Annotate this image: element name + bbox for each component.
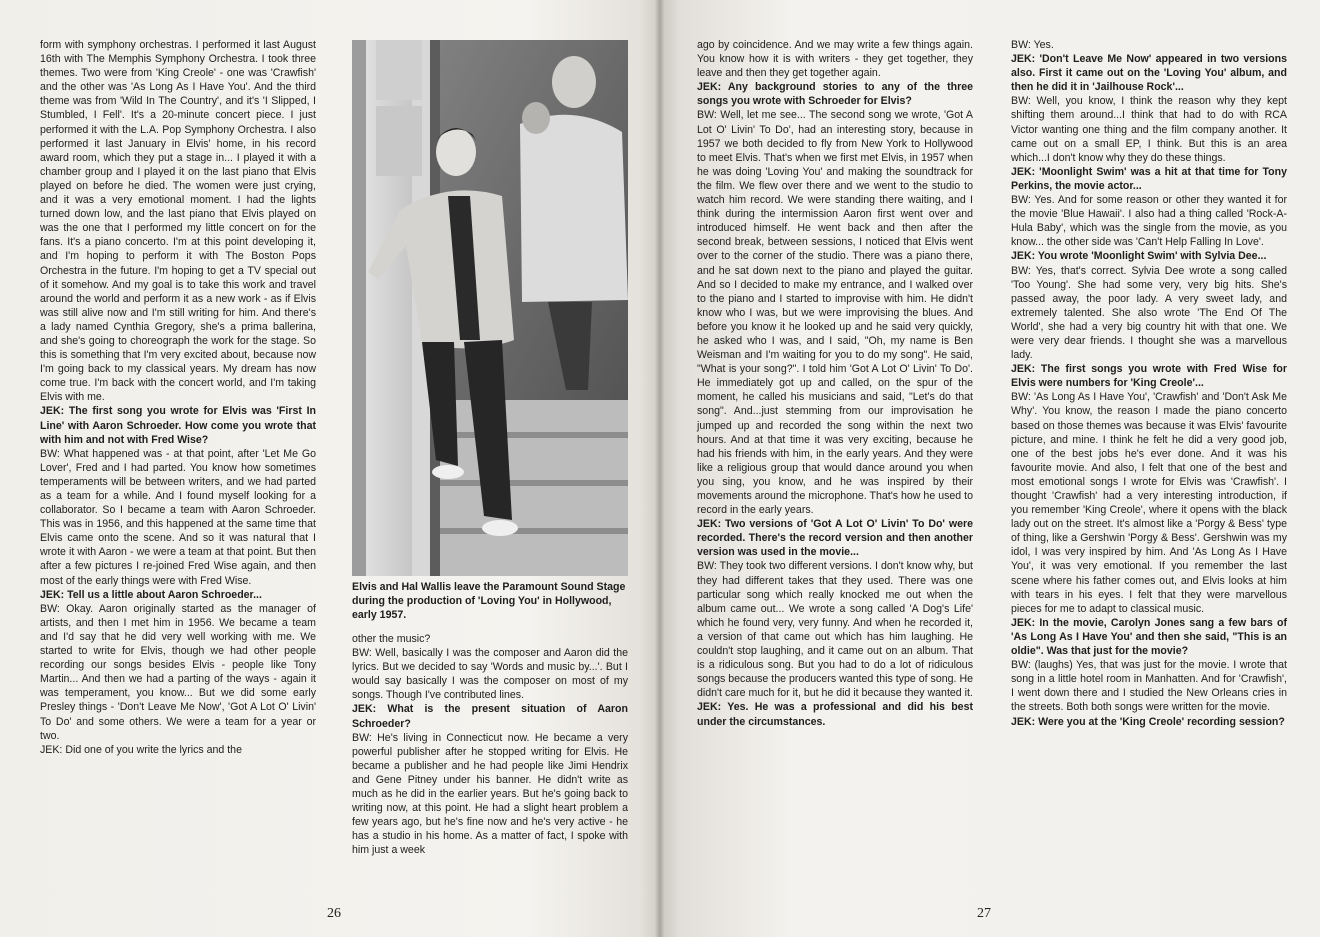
right-column-2: [1011, 38, 1287, 729]
paragraph: BW: 'As Long As I Have You', 'Crawfish' and 'Don't Ask Me Why'. You know, the reason I made the piano concerto based on those themes was because it was Elvis' favourite picture, and mine. I think he felt he did a very good job, one of the best jobs he's ever done. And it was his favourite movie. And also, I felt that one of the best and most emotional songs I wrote for Elvis was 'Crawfish'. I thought 'Crawfish' had a very interesting introduction, if you remember 'King Creole', where it opens with the black lady out on the street. It's almost like a 'Porgy & Bess' type of thing, like a Gershwin 'Porgy & Bess'. Gershwin was my idol, I was very inspired by him. And 'As Long As I Have You', it was very emotional. If you remember the last scene where his father comes out, and Elvis looks at him with tears in his eyes. I felt that they were marvellous pieces for me to adapt to classical music.: [1011, 391, 1287, 615]
question-paragraph: JEK: Yes. He was a professional and did his best under the circumstances.: [697, 701, 973, 728]
right-column-1: [697, 38, 973, 729]
paragraph: BW: He's living in Connecticut now. He became a very powerful publisher after he stopped writing for Elvis. He became a publisher and he had people like Jimi Hendrix and Gene Pitney under his banner. He didn't write as much as he did in the earlier years. But he's going back to writing now, at this point. He had a slight heart problem a few years ago, but he's fine now and he's very active - he has a studio in his home. As a matter of fact, I spoke with him just a week: [352, 731, 628, 857]
question-paragraph: JEK: You wrote 'Moonlight Swim' with Sylvia Dee...: [1011, 250, 1267, 263]
elvis-photo: [352, 40, 628, 576]
page-number-left: 26: [327, 906, 341, 921]
paragraph: BW: Well, you know, I think the reason why they kept shifting them around...I think that had to do with RCA Victor wanting one thing and the film company another. It came out on a small EP, I think. But this is an area which...I don't know why they do these things.: [1011, 95, 1287, 164]
question-paragraph: JEK: The first songs you wrote with Fred Wise for Elvis were numbers for 'King Creole'...: [1011, 363, 1287, 390]
book-gutter: [655, 0, 665, 937]
question-paragraph: JEK: Any background stories to any of the three songs you wrote with Schroeder for Elvis?: [697, 81, 973, 108]
paragraph: JEK: Did one of you write the lyrics and the: [40, 743, 242, 756]
paragraph: BW: What happened was - at that point, after 'Let Me Go Lover', Fred and I had parted. You know how sometimes temperaments will be between writers, and we had parted as a team for a while. And I found myself looking for a collaborator. So I became a team with Aaron Schroeder. This was in 1956, and this happened at the same time that Elvis came onto the scene. And so it was natural that I wrote it with Aaron - we were a team at that point. But then after a few pictures I re-joined Fred Wise again, and then most of the early things were with Fred Wise.: [40, 447, 316, 587]
question-paragraph: JEK: Two versions of 'Got A Lot O' Livin' To Do' were recorded. There's the record version and then another version was used in the movie...: [697, 518, 973, 559]
paragraph: BW: They took two different versions. I don't know why, but they had different takes that they used. There was one particular song which really knocked me out when the album came out... We wrote a song called 'A Dog's Life' which he found very, very funny. And when he recorded it, a version of that came out which has him laughing. He couldn't stop laughing, and it came out on an album. That is a ridiculous song. But you had to do a lot of ridiculous songs because the producers wanted this type of song. He didn't care much for it, but he did it because they wanted it.: [697, 560, 973, 700]
question-paragraph: JEK: 'Moonlight Swim' was a hit at that time for Tony Perkins, the movie actor...: [1011, 165, 1287, 192]
paragraph: BW: Well, basically I was the composer and Aaron did the lyrics. But we decided to say 'Words and music by...'. But I would say basically I was the composer on most of my songs. Though I've contributed lines.: [352, 647, 628, 702]
paragraph: ago by coincidence. And we may write a few things again. You know how it is with writers - they get together, they leave and then they get together again.: [697, 39, 973, 80]
question-paragraph: JEK: Tell us a little about Aaron Schroeder...: [40, 588, 262, 601]
page-number-right: 27: [977, 906, 991, 921]
right-page: [660, 0, 1320, 937]
photo-caption: Elvis and Hal Wallis leave the Paramount Sound Stage during the production of 'Loving You' in Hollywood, early 1957.: [352, 581, 626, 622]
question-paragraph: JEK: In the movie, Carolyn Jones sang a few bars of 'As Long As I Have You' and then she said, "This is an oldie". Was that just for the movie?: [1011, 616, 1287, 658]
question-paragraph: JEK: Were you at the 'King Creole' recording session?: [1011, 715, 1285, 728]
paragraph: BW: Yes. And for some reason or other they wanted it for the movie 'Blue Hawaii'. I also had a thing called 'Rock-A-Hula Baby', which was the single from the movie, as you know... the other side was 'Can't Help Falling In Love'.: [1011, 194, 1287, 249]
question-paragraph: JEK: What is the present situation of Aaron Schroeder?: [352, 703, 628, 730]
paragraph: BW: Yes.: [1011, 39, 1054, 51]
paragraph: BW: (laughs) Yes, that was just for the movie. I wrote that song in a little hotel room in Manhatten. And for 'Crawfish', I went down there and I studied the New Orleans cries in the streets. Both both songs were written for the movie.: [1011, 659, 1287, 714]
paragraph: BW: Okay. Aaron originally started as the manager of artists, and then I met him in 1956. We became a team and I'd say that he did very well working with me. We started to write for Elvis, though we had other people recording our songs besides Elvis - people like Tony Martin... And then we had a parting of the ways - again it was temperament, you know... But we did some early Presley things - 'Don't Leave Me Now', 'Got A Lot O' Livin' To Do' and some others. We were a team for a year or two.: [40, 602, 316, 742]
left-column-2: [352, 632, 628, 858]
paragraph: form with symphony orchestras. I performed it last August 16th with The Memphis Symphony Orchestra. I took three themes. Two were from 'King Creole' - one was 'Crawfish' and the other was 'As Long As I Have You'. And the third theme was from 'Wild In The Country', and it's 'I Slipped, I Stumbled, I Fell'. It's a 20-minute concert piece. I just performed it with the L.A. Pop Symphony Orchestra. I also performed it last January in Elvis' home, in his record award room, which they put a stage in... I played it with a chamber group and I played it on the last piano that Elvis played on before he died. The women were just crying, and it was a very emotional moment. I had the lights turned down low, and the last piano that Elvis played on was the one that I performed my little concert on for the fans. It's a piano concerto. I'm at this point developing it, and I'm hoping to perform it with The Boston Pops Orchestra in the future. I'm hoping to get a TV special out of it somehow. And my goal is to take this work and travel around the world and perform it as a new work - as if Elvis was still alive now and I'm still writing for him. And there's a lady named Cynthia Gregory, she's a prima ballerina, and she's going to choreograph the work for the stage. So this is something that I'm very excited about, because now I'm going back to my classical years. My dream has now come true. I'm back with the concert world, and I'm taking Elvis with me.: [40, 39, 316, 404]
question-paragraph: JEK: 'Don't Leave Me Now' appeared in two versions also. First it came out on the 'Loving You' album, and then he did it in 'Jailhouse Rock'...: [1011, 53, 1287, 94]
paragraph: other the music?: [352, 633, 431, 645]
paragraph: BW: Yes, that's correct. Sylvia Dee wrote a song called 'Too Young'. She had some very, very big hits. She's passed away, the poor lady. A very sweet lady, and extremely talented. She also wrote 'The End Of The World', she had a very big country hit with that one. We were very dear friends. I thought she was a marvellous lady.: [1011, 264, 1287, 362]
paragraph: BW: Well, let me see... The second song we wrote, 'Got A Lot O' Livin' To Do', had an interesting story, because in 1957 we both decided to fly from New York to Hollywood to meet Elvis. That's when we first met Elvis, in 1957 when he was doing 'Loving You' and making the soundtrack for the film. We flew over there and we went to the studio to watch him record. We were standing there waiting, and I think during the intermission Aaron first went over and introduced himself. He went back and then after the second break, between sessions, I noticed that Elvis went over to the corner of the studio. There was a piano there, and he sat down next to the piano and played the guitar. And so I decided to make my entrance, and I walked over to the piano and I started to improvise with him. He didn't know who I was, but we were improvising the blues. And before you know it he looked up and he said very quickly, he asked who I was, and I said, "Oh, my name is Ben Weisman and I'm waiting for you to do my song". He said, "What is your song?". I told him 'Got A Lot O' Livin' To Do'. He immediately got up and called, on the spur of the moment, he called his musicians and said, "Let's do that song". And...just stemming from our improvisation he jumped up and recorded the song within the next two hours. And at that time it was very exciting, because he had his friends with him, in the early years. And they were like a religious group that would dance around you when you sing, you know, and he was inspired by their movements around the microphone. That's how he used to record in the early years.: [697, 109, 973, 517]
question-paragraph: JEK: The first song you wrote for Elvis was 'First In Line' with Aaron Schroeder. How come you wrote that with him and not with Fred Wise?: [40, 405, 316, 446]
left-column-1: [40, 38, 316, 757]
